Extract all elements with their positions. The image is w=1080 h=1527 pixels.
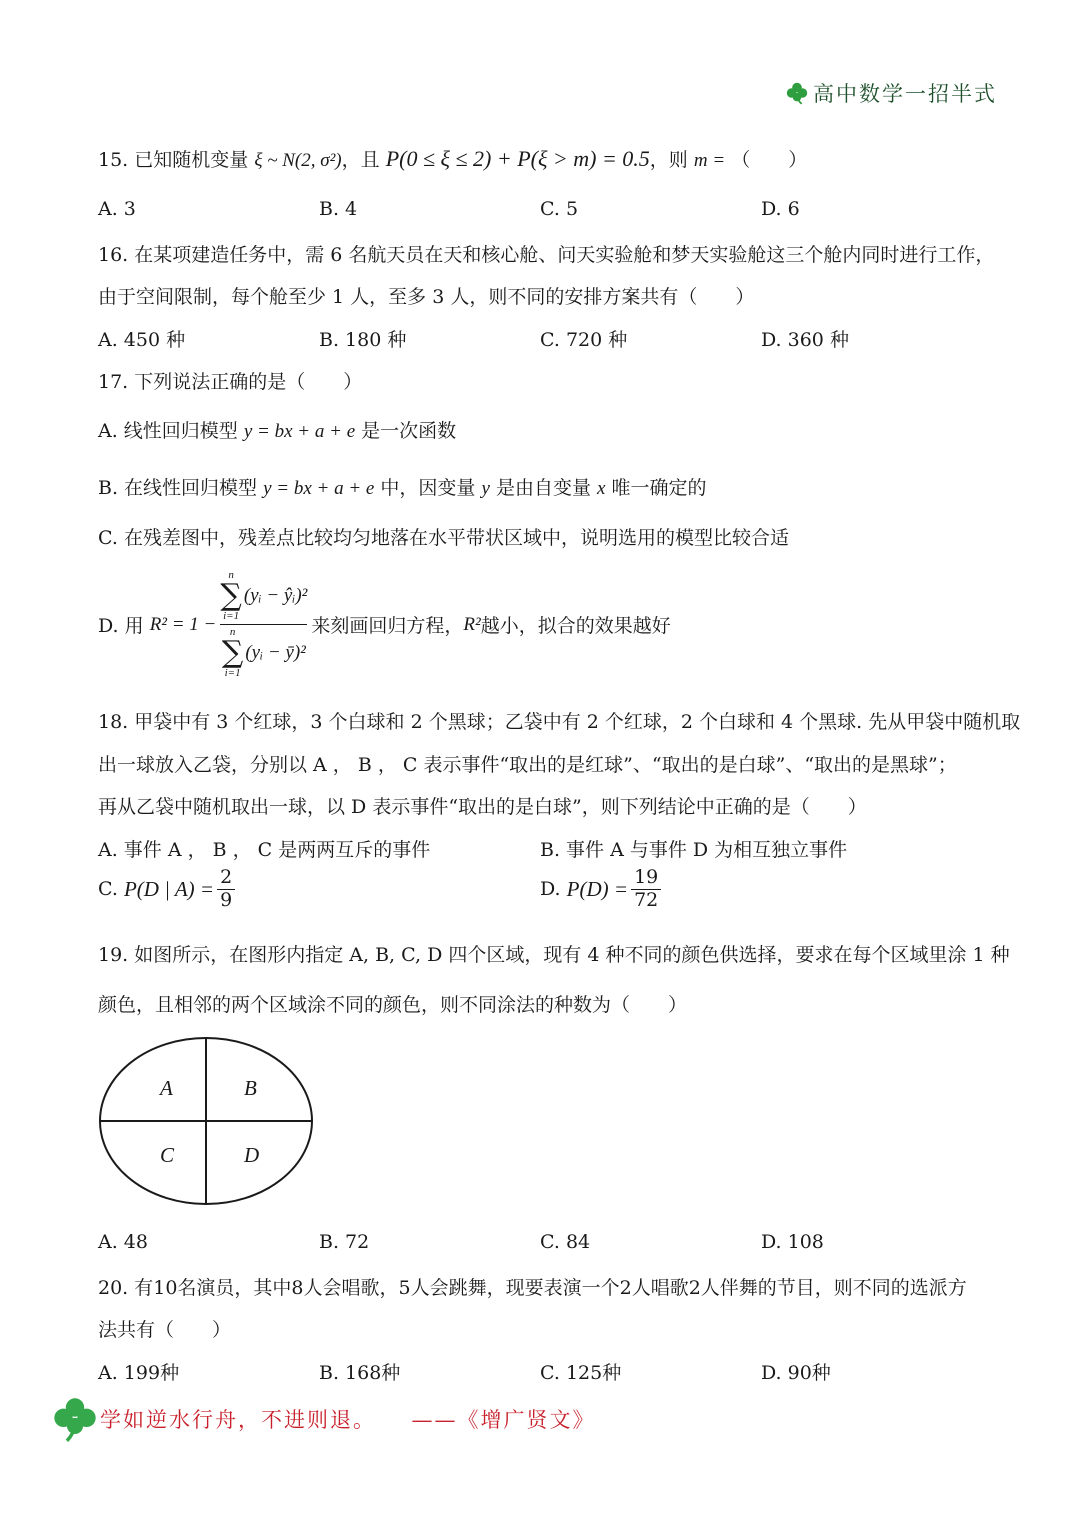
q19-line1: 19. 如图所示，在图形内指定 A, B, C, D 四个区域，现有 4 种不同的颜色供选择，要求在每个区域里涂 1 种 <box>98 944 1010 966</box>
q16-option-c: C. 720 种 <box>540 329 628 351</box>
q20-option-b: B. 168种 <box>319 1362 401 1384</box>
q17-option-b: B. 在线性回归模型 y = bx + a + e 中，因变量 y 是由自变量 x 唯一确定的 <box>98 477 707 499</box>
q18-line3: 再从乙袋中随机取出一球，以 D 表示事件“取出的是白球”，则下列结论中正确的是（ ） <box>98 796 867 818</box>
q16-line1: 16. 在某项建造任务中，需 6 名航天员在天和核心舱、问天实验舱和梦天实验舱这三个舱内同时进行工作， <box>98 244 995 266</box>
region-label-d: D <box>244 1143 260 1167</box>
q16-option-a: A. 450 种 <box>98 329 186 351</box>
brand-header <box>785 78 997 108</box>
q17-option-a: A. 线性回归模型 y = bx + a + e 是一次函数 <box>98 420 457 442</box>
q15-option-a: A. 3 <box>98 198 136 220</box>
q20-option-d: D. 90种 <box>761 1362 831 1384</box>
region-label-a: A <box>160 1076 173 1100</box>
fraction: $\frac{19}{72}$ <box>631 868 661 911</box>
q19-line2: 颜色，且相邻的两个区域涂不同的颜色，则不同涂法的种数为（ ） <box>98 994 688 1016</box>
q17-stem: 17. 下列说法正确的是（ ） <box>98 371 363 393</box>
q17-option-d: D. 用 R² = 1 − n ∑ i=1 (yᵢ − ŷᵢ)² n ∑ i=1 (yᵢ − ȳ)² 来刻画回归方程， R² 越小，拟合的效果越好 <box>98 569 671 679</box>
region-label-c: C <box>160 1143 175 1167</box>
q18-option-d: D. P(D) = $\frac{19}{72}$ <box>540 868 664 911</box>
r-squared-fraction: n ∑ i=1 (yᵢ − ŷᵢ)² n ∑ i=1 (yᵢ − ȳ)² <box>220 569 308 679</box>
q18-option-b: B. 事件 A 与事件 D 为相互独立事件 <box>540 839 848 861</box>
q16-option-d: D. 360 种 <box>761 329 849 351</box>
q15-option-c: C. 5 <box>540 198 579 220</box>
region-diagram <box>98 1035 318 1210</box>
q15-option-b: B. 4 <box>319 198 358 220</box>
q20-option-c: C. 125种 <box>540 1362 622 1384</box>
q18-line1: 18. 甲袋中有 3 个红球，3 个白球和 2 个黑球；乙袋中有 2 个红球，2 个白球和 4 个黑球. 先从甲袋中随机取 <box>98 711 1021 733</box>
q17-option-c: C. 在残差图中，残差点比较均匀地落在水平带状区域中，说明选用的模型比较合适 <box>98 527 789 549</box>
q16-option-b: B. 180 种 <box>319 329 407 351</box>
footer-text: 学如逆水行舟，不进则退。 ——《增广贤文》 <box>100 1408 596 1432</box>
q15-stem: 15. 已知随机变量 ξ ~ N(2, σ²)，且 P(0 ≤ ξ ≤ 2) + P(ξ > m) = 0.5，则 m = （ ） <box>98 146 808 171</box>
q19-option-a: A. 48 <box>98 1231 148 1253</box>
q18-line2: 出一球放入乙袋，分别以 A ， B ， C 表示事件“取出的是红球”、“取出的是白球”、“取出的是黑球”； <box>98 754 957 776</box>
q19-option-c: C. 84 <box>540 1231 591 1253</box>
clover-icon <box>785 81 809 105</box>
q20-line2: 法共有（ ） <box>98 1319 232 1341</box>
brand-title: 高中数学一招半式 <box>813 82 997 106</box>
q18-option-c: C. P(D | A) = $\frac{2}{9}$ <box>98 868 238 911</box>
q15-option-d: D. 6 <box>761 198 800 220</box>
clover-icon <box>52 1396 98 1442</box>
region-label-b: B <box>244 1076 257 1100</box>
q18-option-a: A. 事件 A ， B ， C 是两两互斥的事件 <box>98 839 431 861</box>
fraction: $\frac{2}{9}$ <box>217 868 235 911</box>
q19-option-d: D. 108 <box>761 1231 824 1253</box>
q19-option-b: B. 72 <box>319 1231 370 1253</box>
q16-line2: 由于空间限制，每个舱至少 1 人，至多 3 人，则不同的安排方案共有（ ） <box>98 286 755 308</box>
q20-option-a: A. 199种 <box>98 1362 180 1384</box>
q20-line1: 20. 有10名演员，其中8人会唱歌，5人会跳舞，现要表演一个2人唱歌2人伴舞的节目，则不同的选派方 <box>98 1277 967 1299</box>
footer-quote <box>52 1396 596 1442</box>
